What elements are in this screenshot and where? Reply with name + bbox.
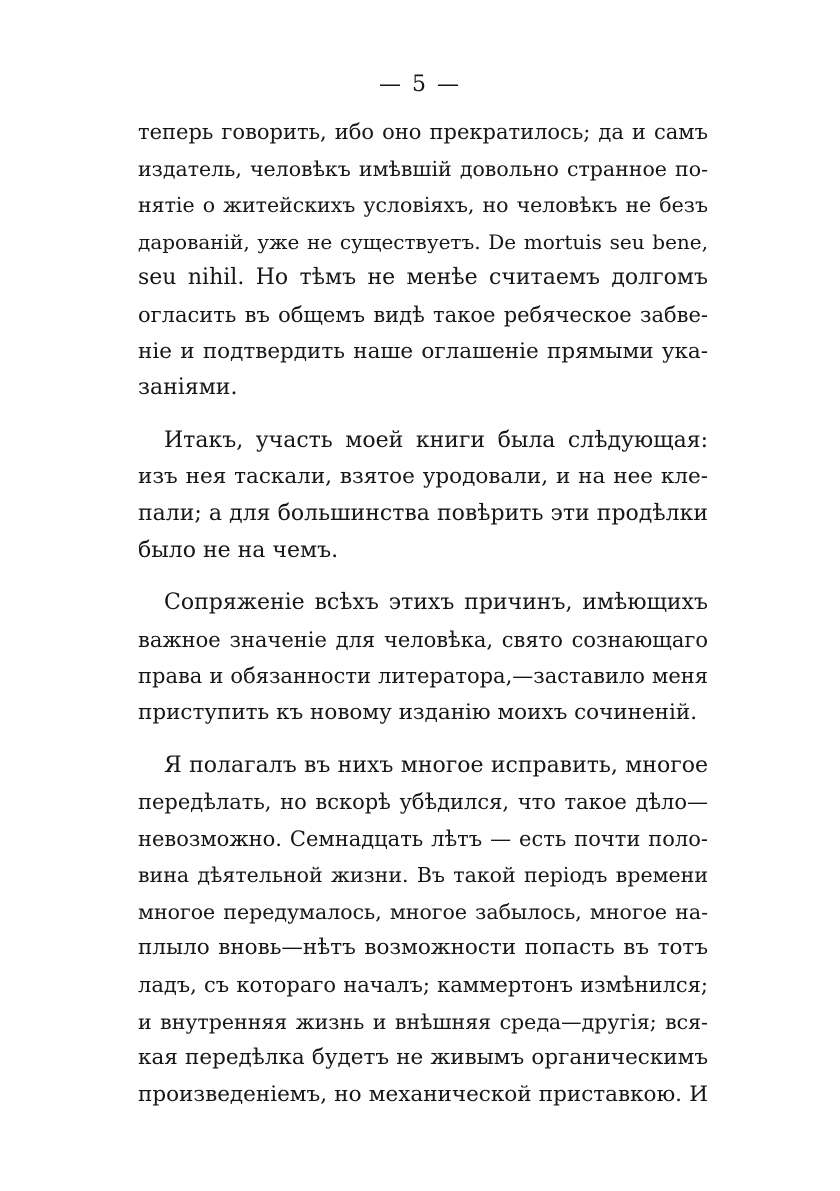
text-line: плыло вновь—нѣтъ возможности попасть въ тотъ	[138, 935, 708, 961]
text-line: приступить къ новому изданію моихъ сочиненій.	[138, 699, 698, 725]
text-line: было не на чемъ.	[138, 537, 339, 563]
paragraph-gap	[138, 569, 708, 585]
text-line: изъ нея таскали, взятое уродовали, и на нее кле-	[138, 464, 708, 490]
text-line: многое передумалось, многое забылось, многое на-	[138, 899, 708, 924]
text-line: издатель, человѣкъ имѣвшій довольно странное по-	[138, 156, 708, 181]
paragraph-gap	[138, 732, 708, 748]
paragraph-4	[138, 748, 708, 1114]
text-line: ніе и подтвердить наше оглашеніе прямыми ука-	[138, 338, 708, 364]
text-line: Я полагалъ въ нихъ многое исправить, многое	[164, 752, 708, 778]
text-line: важное значеніе для человѣка, свято сознающаго	[138, 627, 708, 652]
text-line: пали; а для большинства повѣрить эти продѣлки	[138, 500, 708, 526]
paragraph-1	[138, 114, 708, 407]
paragraph-gap	[138, 407, 708, 423]
page-number: — 5 —	[379, 72, 461, 97]
text-line: заніями.	[138, 375, 238, 401]
text-line: нятіе о житейскихъ условіяхъ, но человѣкъ не безъ	[138, 193, 708, 218]
text-line: права и обязанности литератора,—заставило меня	[138, 664, 708, 689]
text-line: и внутренняя жизнь и внѣшняя среда—другія; вся-	[138, 1009, 708, 1034]
text-line: seu nihil. Но тѣмъ не менѣе считаемъ долгомъ	[138, 265, 708, 291]
paragraph-2	[138, 423, 708, 569]
text-line: теперь говорить, ибо оно прекратилось; да и самъ	[138, 120, 708, 144]
text-line: Сопряженіе всѣхъ этихъ причинъ, имѣющихъ	[164, 590, 708, 616]
paragraph-3	[138, 585, 708, 731]
body-text	[138, 114, 708, 1113]
text-line: дарованій, уже не существуетъ. De mortuis seu bene,	[138, 229, 708, 254]
text-line: невозможно. Семнадцать лѣтъ — есть почти поло-	[138, 826, 708, 851]
text-line: передѣлать, но вскорѣ убѣдился, что такое дѣло—	[138, 790, 708, 815]
text-line: Итакъ, участь моей книги была слѣдующая:	[164, 427, 708, 453]
text-line: кая передѣлка будетъ не живымъ органическимъ	[138, 1045, 708, 1071]
text-line: произведеніемъ, но механической приставкою. И	[138, 1081, 708, 1107]
text-line: огласить въ общемъ видѣ такое ребяческое забве-	[138, 302, 708, 327]
text-line: ладъ, съ котораго началъ; каммертонъ измѣнился;	[138, 973, 708, 998]
text-line: вина дѣятельной жизни. Въ такой періодъ времени	[138, 863, 708, 888]
